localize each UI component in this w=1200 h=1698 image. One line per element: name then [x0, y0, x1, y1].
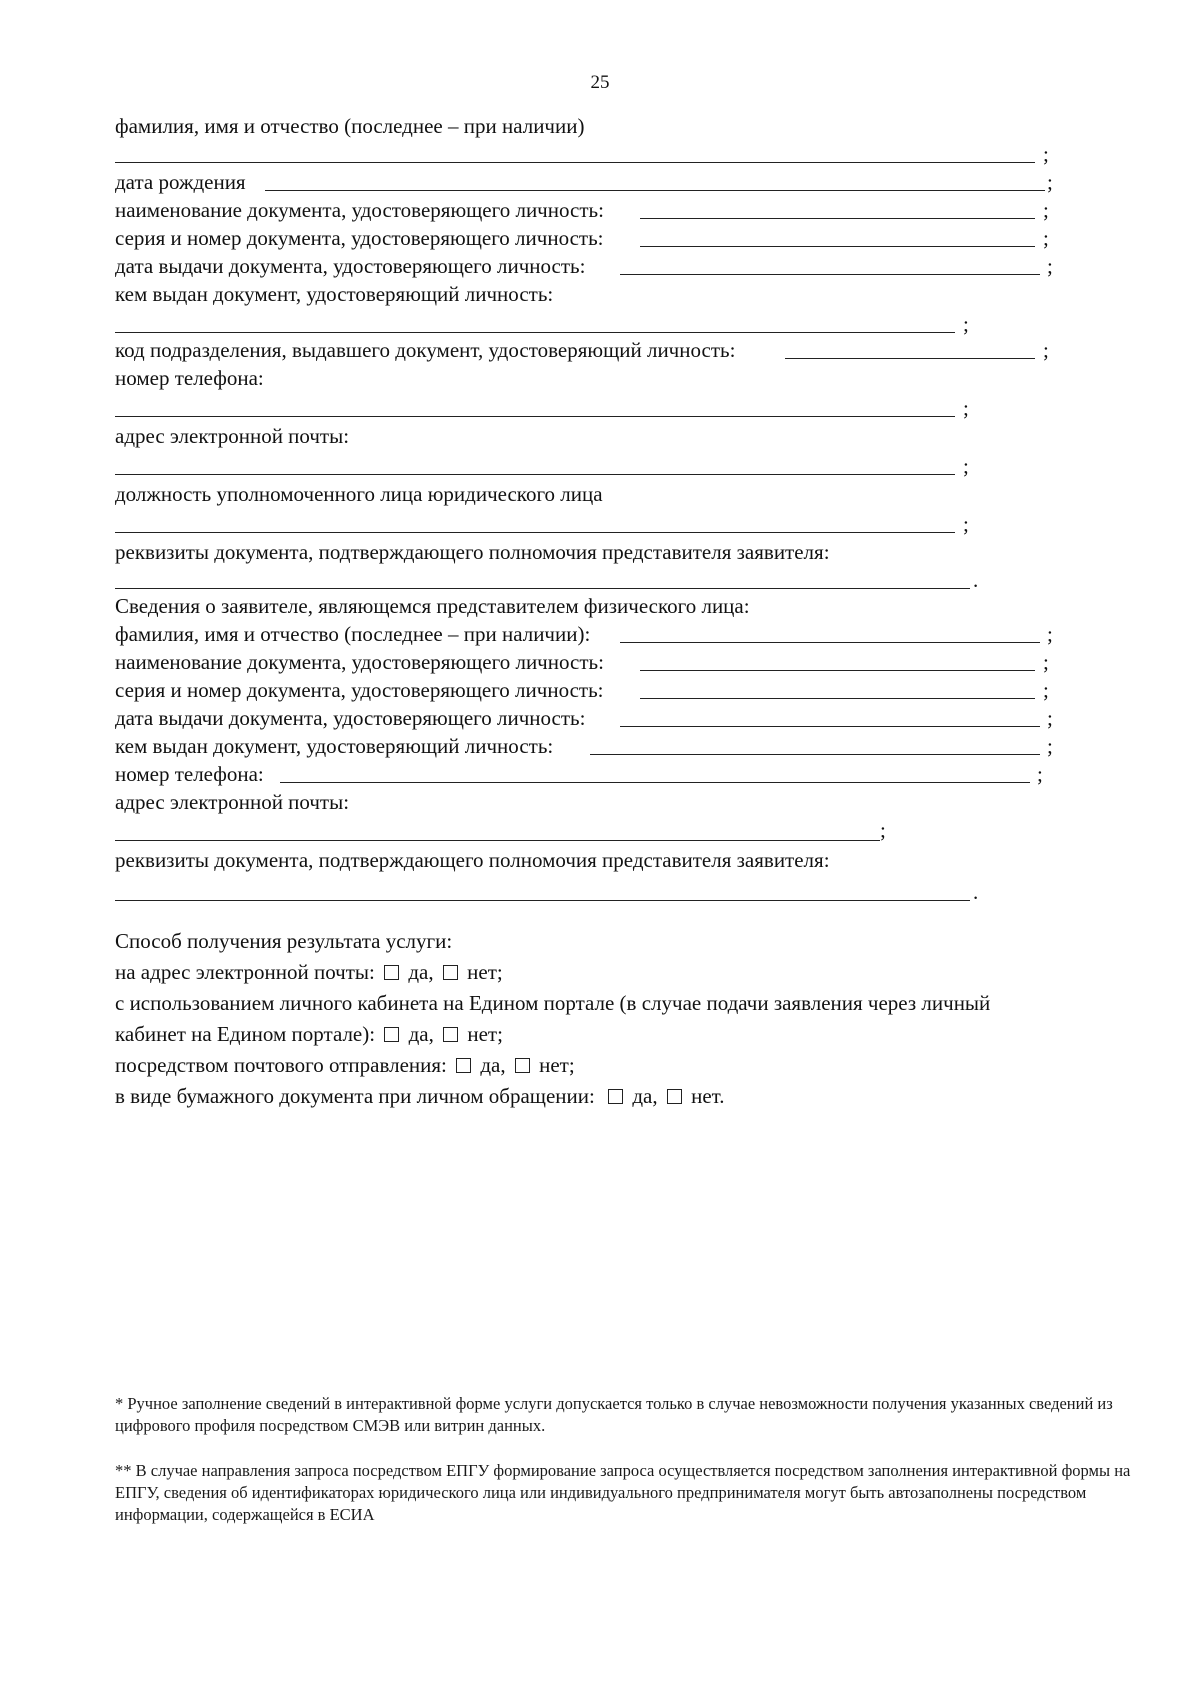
fio-label: фамилия, имя и отчество (последнее – при наличии)	[115, 114, 585, 138]
s2-fio-field[interactable]	[620, 642, 1040, 643]
s2-doc-number-semicolon: ;	[1043, 678, 1049, 702]
paper-yes-label: да,	[632, 1084, 658, 1108]
post-no-checkbox[interactable]	[515, 1058, 530, 1073]
doc-issuer-field[interactable]	[115, 332, 955, 333]
paper-option-label: в виде бумажного документа при личном обращении:	[115, 1084, 595, 1108]
doc-code-label: код подразделения, выдавшего документ, удостоверяющий личность:	[115, 338, 736, 362]
s2-authority-field[interactable]	[115, 900, 970, 901]
section2-heading: Сведения о заявителе, являющемся представителем физического лица:	[115, 594, 750, 618]
result-cabinet-option-line2	[115, 1019, 1175, 1050]
post-yes-checkbox[interactable]	[456, 1058, 471, 1073]
post-no-label: нет;	[539, 1053, 575, 1077]
phone-row	[115, 392, 1145, 422]
s2-doc-name-field[interactable]	[640, 670, 1035, 671]
s2-doc-date-row	[115, 704, 1145, 732]
s2-fio-row	[115, 620, 1145, 648]
position-row	[115, 508, 1145, 538]
doc-date-field[interactable]	[620, 274, 1040, 275]
authority-row	[115, 566, 1145, 594]
phone-label-row	[115, 364, 1145, 392]
s2-doc-date-semicolon: ;	[1047, 706, 1053, 730]
doc-name-semicolon: ;	[1043, 198, 1049, 222]
s2-doc-number-row	[115, 676, 1145, 704]
cabinet-option-label-line1: с использованием личного кабинета на Едином портале (в случае подачи заявления через личный	[115, 991, 991, 1015]
s2-doc-issuer-field[interactable]	[590, 754, 1040, 755]
doc-date-label: дата выдачи документа, удостоверяющего личность:	[115, 254, 586, 278]
s2-authority-label-row	[115, 846, 1145, 874]
s2-doc-issuer-semicolon: ;	[1047, 734, 1053, 758]
fio-field[interactable]	[115, 162, 1035, 163]
fio-row	[115, 140, 1145, 168]
birth-semicolon: ;	[1047, 170, 1053, 194]
doc-date-row	[115, 252, 1145, 280]
phone-field[interactable]	[115, 416, 955, 417]
s2-email-semicolon: ;	[880, 818, 886, 842]
doc-name-row	[115, 196, 1145, 224]
cabinet-no-label: нет;	[467, 1022, 503, 1046]
email-no-checkbox[interactable]	[443, 965, 458, 980]
post-option-label: посредством почтового отправления:	[115, 1053, 447, 1077]
doc-number-label: серия и номер документа, удостоверяющего личность:	[115, 226, 604, 250]
s2-doc-issuer-label: кем выдан документ, удостоверяющий личность:	[115, 734, 554, 758]
doc-code-row	[115, 338, 1145, 364]
s2-authority-label: реквизиты документа, подтверждающего полномочия представителя заявителя:	[115, 848, 830, 872]
phone-semicolon: ;	[963, 396, 969, 420]
result-heading-text: Способ получения результата услуги:	[115, 929, 453, 953]
position-label: должность уполномоченного лица юридического лица	[115, 482, 603, 506]
birth-label: дата рождения	[115, 170, 246, 194]
birth-date-field[interactable]	[265, 190, 1045, 191]
phone-label: номер телефона:	[115, 366, 264, 390]
email-yes-checkbox[interactable]	[384, 965, 399, 980]
applicant-individual-representative-section	[115, 592, 1145, 906]
result-paper-option	[115, 1081, 1175, 1112]
doc-number-field[interactable]	[640, 246, 1035, 247]
s2-doc-name-semicolon: ;	[1043, 650, 1049, 674]
s2-email-label-row	[115, 788, 1145, 816]
s2-doc-name-label: наименование документа, удостоверяющего личность:	[115, 650, 604, 674]
s2-email-field[interactable]	[115, 840, 880, 841]
authority-period: .	[973, 568, 979, 592]
cabinet-yes-label: да,	[408, 1022, 434, 1046]
doc-issuer-row	[115, 308, 1145, 338]
email-label-row	[115, 422, 1145, 450]
authority-label-row	[115, 538, 1145, 566]
doc-date-semicolon: ;	[1047, 254, 1053, 278]
s2-doc-issuer-row	[115, 732, 1145, 760]
footnotes	[115, 1393, 1155, 1549]
s2-doc-number-field[interactable]	[640, 698, 1035, 699]
paper-yes-checkbox[interactable]	[608, 1089, 623, 1104]
s2-phone-label: номер телефона:	[115, 762, 264, 786]
s2-fio-label: фамилия, имя и отчество (последнее – при наличии):	[115, 622, 591, 646]
doc-name-field[interactable]	[640, 218, 1035, 219]
result-heading	[115, 926, 1175, 957]
s2-email-row	[115, 816, 1145, 846]
position-semicolon: ;	[963, 512, 969, 536]
s2-phone-row	[115, 760, 1145, 788]
fio-semicolon: ;	[1043, 142, 1049, 166]
footnote-1: * Ручное заполнение сведений в интерактивной форме услуги допускается только в случае невозможности получения указанных сведений из цифрового профиля посредством СМЭВ или витрин данных.	[115, 1394, 1113, 1435]
result-method-section	[115, 926, 1175, 1112]
page-number: 25	[590, 72, 610, 93]
s2-email-label: адрес электронной почты:	[115, 790, 350, 814]
doc-issuer-label-row	[115, 280, 1145, 308]
result-cabinet-option-line1	[115, 988, 1175, 1019]
doc-code-semicolon: ;	[1043, 338, 1049, 362]
email-field[interactable]	[115, 474, 955, 475]
doc-issuer-semicolon: ;	[963, 312, 969, 336]
cabinet-option-label-line2: кабинет на Едином портале):	[115, 1022, 376, 1046]
authority-label: реквизиты документа, подтверждающего полномочия представителя заявителя:	[115, 540, 830, 564]
fio-label-row	[115, 112, 1145, 140]
doc-code-field[interactable]	[785, 358, 1035, 359]
paper-no-checkbox[interactable]	[667, 1089, 682, 1104]
applicant-legal-representative-section	[115, 112, 1145, 594]
s2-authority-row	[115, 874, 1145, 906]
doc-number-semicolon: ;	[1043, 226, 1049, 250]
email-no-label: нет;	[467, 960, 503, 984]
position-field[interactable]	[115, 532, 955, 533]
email-label: адрес электронной почты:	[115, 424, 350, 448]
result-email-option	[115, 957, 1175, 988]
cabinet-no-checkbox[interactable]	[443, 1027, 458, 1042]
s2-doc-name-row	[115, 648, 1145, 676]
email-option-label: на адрес электронной почты:	[115, 960, 375, 984]
paper-no-label: нет.	[691, 1084, 725, 1108]
s2-doc-date-field[interactable]	[620, 726, 1040, 727]
post-yes-label: да,	[480, 1053, 506, 1077]
s2-fio-semicolon: ;	[1047, 622, 1053, 646]
doc-issuer-label: кем выдан документ, удостоверяющий личность:	[115, 282, 554, 306]
doc-name-label: наименование документа, удостоверяющего личность:	[115, 198, 604, 222]
cabinet-yes-checkbox[interactable]	[384, 1027, 399, 1042]
s2-doc-number-label: серия и номер документа, удостоверяющего личность:	[115, 678, 604, 702]
email-semicolon: ;	[963, 454, 969, 478]
doc-number-row	[115, 224, 1145, 252]
email-yes-label: да,	[408, 960, 434, 984]
result-post-option	[115, 1050, 1175, 1081]
position-label-row	[115, 480, 1145, 508]
s2-authority-period: .	[973, 880, 979, 904]
section2-heading-row	[115, 592, 1145, 620]
s2-phone-semicolon: ;	[1037, 762, 1043, 786]
s2-doc-date-label: дата выдачи документа, удостоверяющего личность:	[115, 706, 586, 730]
email-row	[115, 450, 1145, 480]
authority-field[interactable]	[115, 588, 970, 589]
birth-row	[115, 168, 1145, 196]
s2-phone-field[interactable]	[280, 782, 1030, 783]
footnote-2: ** В случае направления запроса посредством ЕПГУ формирование запроса осуществляется посредством заполнения интерактивной формы на ЕПГУ, сведения об идентификаторах юридического лица или индивидуального предпринимателя могут быть автозаполнены посредством информации, содержащейся в ЕСИА	[115, 1461, 1131, 1524]
